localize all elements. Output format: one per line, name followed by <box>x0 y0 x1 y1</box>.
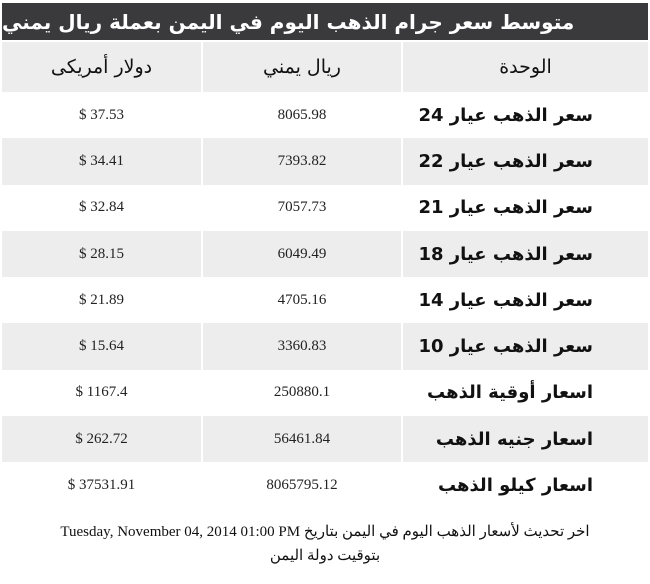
table-row <box>2 231 648 277</box>
unit-cell: سعر الذهب عيار 18 <box>402 231 648 277</box>
table-row <box>2 323 648 369</box>
unit-cell: سعر الذهب عيار 24 <box>402 92 648 138</box>
header-usd: دولار أمريكى <box>2 42 202 92</box>
yer-cell: 3360.83 <box>202 323 402 369</box>
unit-cell: سعر الذهب عيار 21 <box>402 185 648 231</box>
unit-cell: سعر الذهب عيار 10 <box>402 323 648 369</box>
unit-cell: سعر الذهب عيار 14 <box>402 277 648 323</box>
yer-cell: 7057.73 <box>202 185 402 231</box>
header-yer: ريال يمني <box>202 42 402 92</box>
usd-cell: $ 262.72 <box>2 416 202 462</box>
yer-cell: 6049.49 <box>202 231 402 277</box>
yer-cell: 250880.1 <box>202 370 402 416</box>
usd-cell: $ 37.53 <box>2 92 202 138</box>
table-row <box>2 277 648 323</box>
gold-price-table <box>2 42 648 509</box>
yer-cell: 7393.82 <box>202 138 402 184</box>
table-row <box>2 92 648 138</box>
table-header-row <box>2 42 648 92</box>
update-note-line-2: بتوقيت دولة اليمن <box>269 548 381 564</box>
table-row <box>2 462 648 508</box>
table-row <box>2 138 648 184</box>
table-body <box>2 92 648 509</box>
yer-cell: 56461.84 <box>202 416 402 462</box>
usd-cell: $ 1167.4 <box>2 370 202 416</box>
update-note-line-1: اخر تحديث لأسعار الذهب اليوم في اليمن بتاريخ Tuesday, November 04, 2014 01:00 PM <box>60 524 590 540</box>
unit-cell: اسعار جنيه الذهب <box>402 416 648 462</box>
usd-cell: $ 21.89 <box>2 277 202 323</box>
unit-cell: اسعار كيلو الذهب <box>402 462 648 508</box>
usd-cell: $ 15.64 <box>2 323 202 369</box>
header-unit: الوحدة <box>402 42 648 92</box>
usd-cell: $ 28.15 <box>2 231 202 277</box>
update-note <box>10 520 640 568</box>
table-row <box>2 185 648 231</box>
usd-cell: $ 32.84 <box>2 185 202 231</box>
yer-cell: 8065.98 <box>202 92 402 138</box>
usd-cell: $ 37531.91 <box>2 462 202 508</box>
table-row <box>2 416 648 462</box>
yer-cell: 4705.16 <box>202 277 402 323</box>
usd-cell: $ 34.41 <box>2 138 202 184</box>
table-row <box>2 370 648 416</box>
unit-cell: اسعار أوقية الذهب <box>402 370 648 416</box>
page-title: متوسط سعر جرام الذهب اليوم في اليمن بعملة ريال يمني <box>2 3 648 40</box>
unit-cell: سعر الذهب عيار 22 <box>402 138 648 184</box>
yer-cell: 8065795.12 <box>202 462 402 508</box>
